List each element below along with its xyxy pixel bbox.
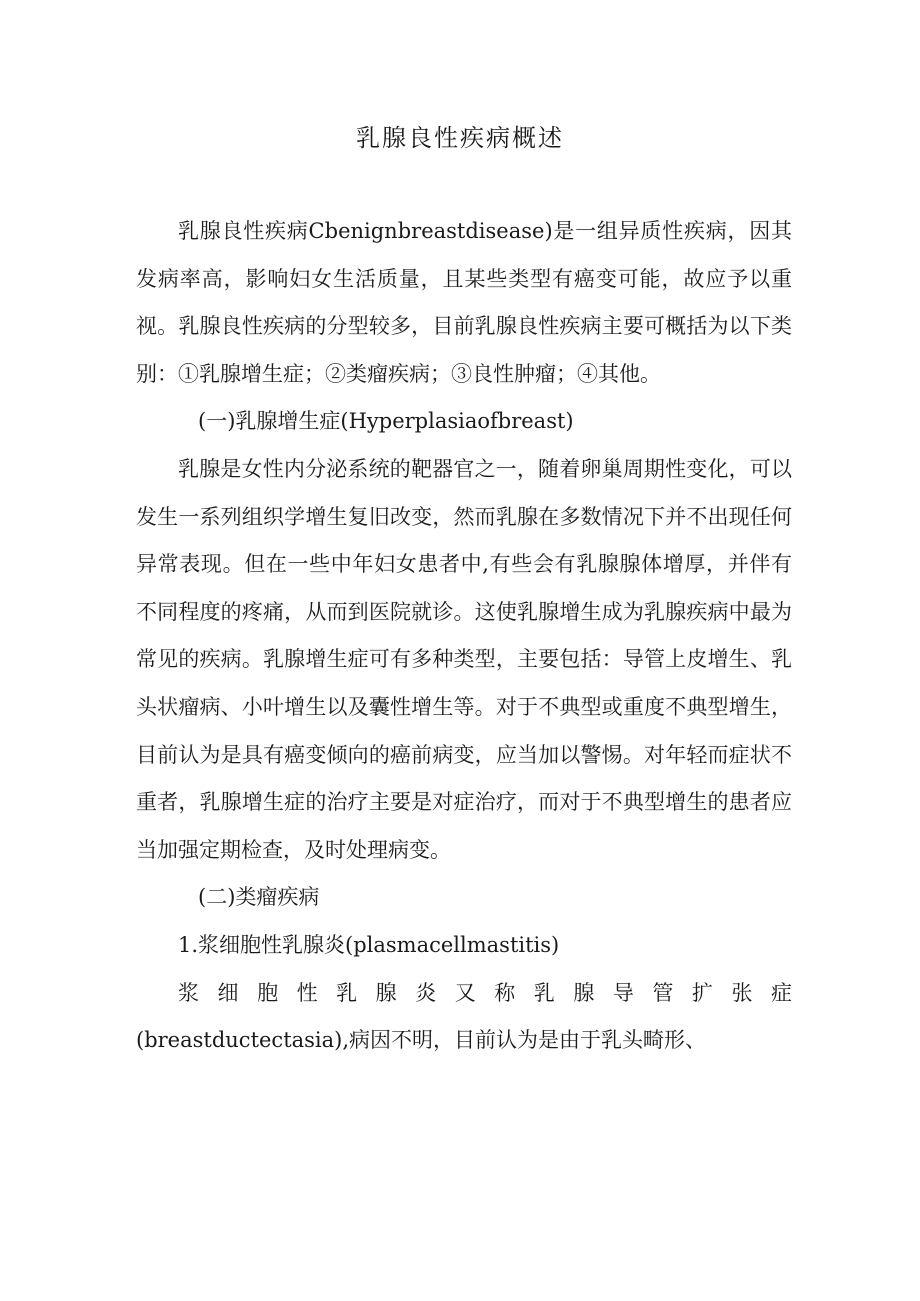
document-body [136,208,792,1065]
paragraph-plasma-cell-mastitis: 浆细胞性乳腺炎又称乳腺导管扩张症 [178,980,792,1005]
section-heading-tumor-like: (二)类瘤疾病 [198,885,320,910]
document-title: 乳腺良性疾病概述 [356,124,564,152]
section-heading-hyperplasia: (一)乳腺增生症(Hyperplasiaofbreast) [198,409,574,434]
paragraph-plasma-cell-mastitis-cont: (breastductectasia),病因不明，目前认为是由于乳头畸形、 [136,1028,707,1053]
paragraph-intro: 乳腺良性疾病Cbenignbreastdisease)是一组异质性疾病，因其发病率高，影响妇女生活质量，且某些类型有癌变可能，故应予以重视。乳腺良性疾病的分型较多，目前乳腺良性疾病主要可概括为以下类别：①乳腺增生症；②类瘤疾病；③良性肿瘤；④其他。 [136,219,792,386]
paragraph-hyperplasia: 乳腺是女性内分泌系统的靶器官之一，随着卵巢周期性变化，可以发生一系列组织学增生复旧改变，然而乳腺在多数情况下并不出现任何异常表现。但在一些中年妇女患者中,有些会有乳腺腺体增厚，并伴有不同程度的疼痛，从而到医院就诊。这使乳腺增生成为乳腺疾病中最为常见的疾病。乳腺增生症可有多种类型，主要包括：导管上皮增生、乳头状瘤病、小叶增生以及囊性增生等。对于不典型或重度不典型增生，目前认为是具有癌变倾向的癌前病变，应当加以警惕。对年轻而症状不重者，乳腺增生症的治疗主要是对症治疗，而对于不典型增生的患者应当加强定期检查，及时处理病变。 [136,456,792,862]
subsection-heading-plasma-cell-mastitis: 1.浆细胞性乳腺炎(plasmacellmastitis) [178,932,560,957]
